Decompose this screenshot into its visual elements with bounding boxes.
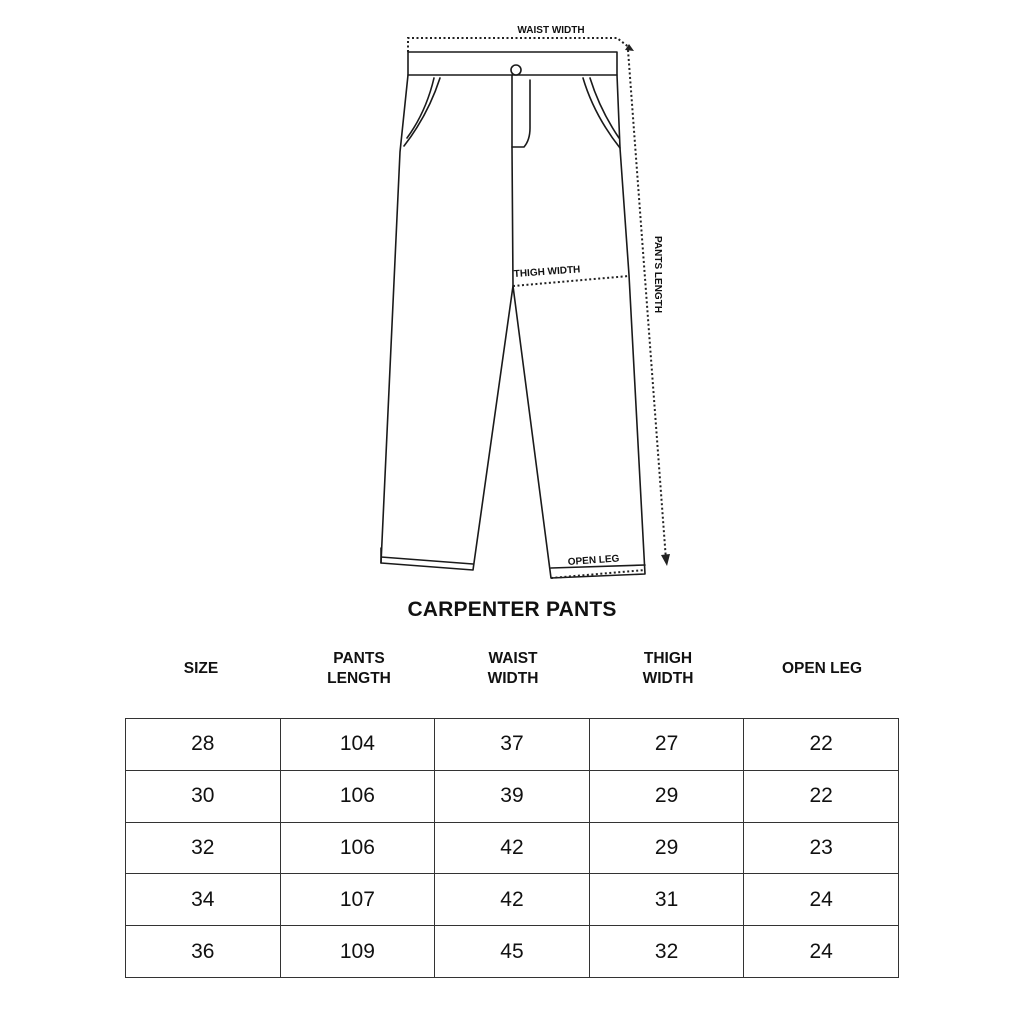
pants-outline: [381, 52, 645, 578]
header-size: SIZE: [183, 660, 219, 677]
table-cell-open-leg: 22: [744, 770, 899, 822]
table-row: [126, 719, 899, 771]
length-arrowhead: [661, 554, 670, 566]
table-cell-thigh-width: 27: [589, 719, 744, 771]
header-open-leg: OPEN LEG: [781, 660, 863, 677]
table-cell-open-leg: 23: [744, 822, 899, 874]
header-pants-length: PANTS LENGTH: [327, 650, 391, 687]
right-pocket: [583, 78, 620, 148]
table-cell-waist-width: 45: [435, 926, 590, 978]
table-cell-waist-width: 42: [435, 874, 590, 926]
table-cell-thigh-width: 32: [589, 926, 744, 978]
table-row: [126, 926, 899, 978]
table-cell-pants-length: 107: [280, 874, 435, 926]
header-waist-width: WAIST WIDTH: [487, 650, 539, 687]
table-cell-waist-width: 42: [435, 822, 590, 874]
table-cell-thigh-width: 29: [589, 770, 744, 822]
measure-lines: [408, 38, 666, 578]
waist-width-label: WAIST WIDTH: [517, 25, 585, 36]
left-hem-line: [381, 548, 473, 564]
table-cell-size: 36: [126, 926, 281, 978]
pants-length-label: PANTS LENGTH: [652, 236, 663, 314]
open-leg-label: OPEN LEG: [567, 553, 620, 568]
table-cell-open-leg: 24: [744, 926, 899, 978]
waist-button: [511, 65, 521, 75]
left-pocket-inner: [407, 78, 434, 138]
header-thigh-width: THIGH WIDTH: [642, 650, 694, 687]
table-cell-pants-length: 106: [280, 770, 435, 822]
table-cell-size: 28: [126, 719, 281, 771]
table-row: [126, 770, 899, 822]
table-cell-waist-width: 37: [435, 719, 590, 771]
table-cell-thigh-width: 29: [589, 822, 744, 874]
table-cell-pants-length: 109: [280, 926, 435, 978]
table-cell-size: 34: [126, 874, 281, 926]
table-cell-size: 32: [126, 822, 281, 874]
pants-silhouette: [381, 75, 645, 578]
table-row: [126, 822, 899, 874]
table-cell-pants-length: 104: [280, 719, 435, 771]
fly-seam: [512, 75, 530, 147]
table-cell-open-leg: 24: [744, 874, 899, 926]
size-table: [125, 718, 899, 978]
table-cell-thigh-width: 31: [589, 874, 744, 926]
table-cell-pants-length: 106: [280, 822, 435, 874]
table-cell-size: 30: [126, 770, 281, 822]
thigh-width-label: THIGH WIDTH: [513, 264, 581, 280]
table-cell-open-leg: 22: [744, 719, 899, 771]
table-row: [126, 874, 899, 926]
waist-measure-line: [408, 38, 630, 52]
center-seam: [512, 147, 513, 286]
page-title: CARPENTER PANTS: [407, 598, 617, 621]
table-cell-waist-width: 39: [435, 770, 590, 822]
